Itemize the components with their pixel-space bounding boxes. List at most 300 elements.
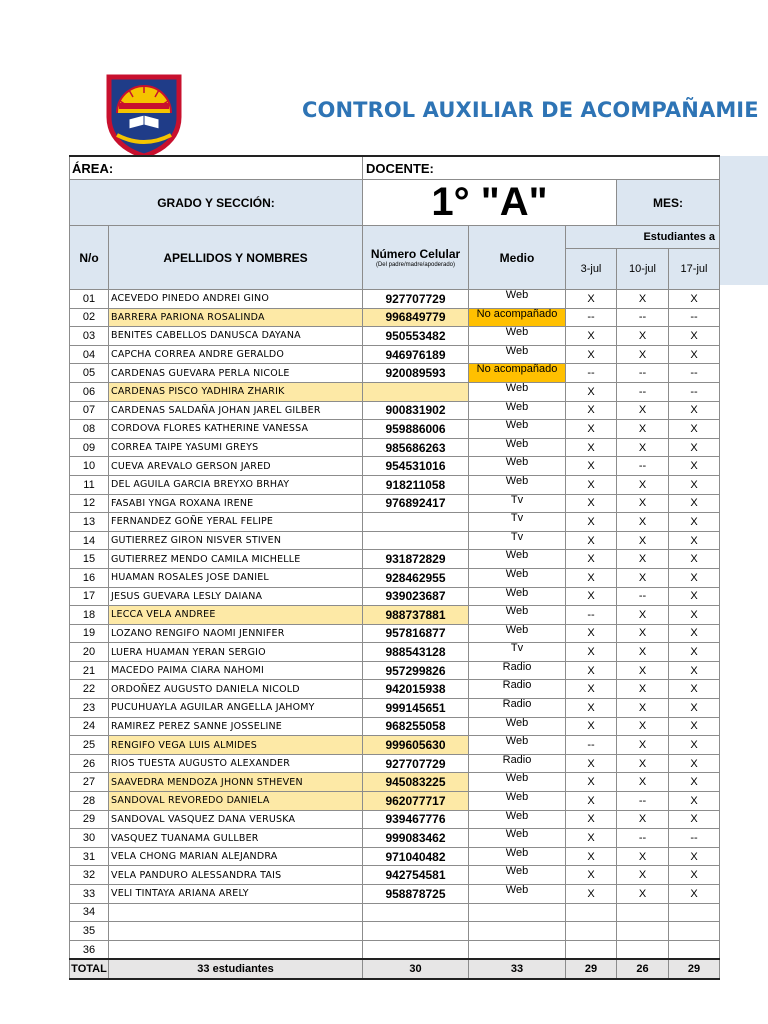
total-date-2: 26 [617,959,669,979]
row-phone: 918211058 [363,475,469,494]
row-no: 01 [70,290,109,309]
row-no: 28 [70,792,109,811]
col-date-3: 17-jul [669,249,720,290]
row-date-1: X [566,382,617,401]
row-medio [469,903,566,922]
row-date-1: X [566,420,617,439]
total-celular: 30 [363,959,469,979]
row-date-2: -- [617,364,669,383]
total-date-3: 29 [669,959,720,979]
row-name: CAPCHA CORREA ANDRE GERALDO [109,345,363,364]
table-row [70,680,720,699]
row-medio [469,922,566,941]
table-row [70,308,720,327]
row-no: 36 [70,940,109,959]
row-name: CUEVA AREVALO GERSON JARED [109,457,363,476]
row-date-2: X [617,866,669,885]
row-medio: Web [469,606,566,625]
total-estudiantes: 33 estudiantes [109,959,363,979]
row-no: 02 [70,308,109,327]
row-no: 22 [70,680,109,699]
table-row [70,699,720,718]
row-phone: 927707729 [363,754,469,773]
row-date-3: X [669,624,720,643]
row-date-1: X [566,792,617,811]
row-medio: Web [469,457,566,476]
row-no: 11 [70,475,109,494]
row-medio: Web [469,773,566,792]
row-phone: 931872829 [363,550,469,569]
table-row [70,290,720,309]
row-date-1: X [566,810,617,829]
row-medio: Web [469,345,566,364]
row-date-3 [669,940,720,959]
row-date-2 [617,940,669,959]
row-name: LOZANO RENGIFO NAOMI JENNIFER [109,624,363,643]
row-date-1: -- [566,308,617,327]
row-name: CARDENAS SALDAÑA JOHAN JAREL GILBER [109,401,363,420]
row-date-3: X [669,847,720,866]
row-no: 21 [70,661,109,680]
row-phone: 962077717 [363,792,469,811]
row-date-2: X [617,345,669,364]
row-date-3: -- [669,364,720,383]
table-row [70,364,720,383]
row-date-2: X [617,550,669,569]
row-date-3: X [669,792,720,811]
row-medio: Web [469,587,566,606]
row-phone: 976892417 [363,494,469,513]
row-name: FERNANDEZ GOÑE YERAL FELIPE [109,513,363,532]
row-name: DEL AGUILA GARCIA BREYXO BRHAY [109,475,363,494]
row-name: FASABI YNGA ROXANA IRENE [109,494,363,513]
row-no: 17 [70,587,109,606]
grado-value: 1° "A" [363,180,617,226]
row-medio: Web [469,829,566,848]
row-no: 18 [70,606,109,625]
row-phone: 959886006 [363,420,469,439]
row-name [109,922,363,941]
row-phone: 988737881 [363,606,469,625]
row-medio: Radio [469,661,566,680]
table-row [70,568,720,587]
row-date-2: X [617,494,669,513]
row-date-1: X [566,475,617,494]
row-no: 24 [70,717,109,736]
row-date-3: X [669,717,720,736]
row-date-3: X [669,401,720,420]
row-date-1: X [566,438,617,457]
row-name: ACEVEDO PINEDO ANDREI GINO [109,290,363,309]
table-row [70,773,720,792]
row-date-2: X [617,736,669,755]
row-no: 12 [70,494,109,513]
row-no: 10 [70,457,109,476]
row-medio: No acompañado [469,308,566,327]
row-date-3: X [669,587,720,606]
row-name: RIOS TUESTA AUGUSTO ALEXANDER [109,754,363,773]
row-name: CARDENAS PISCO YADHIRA ZHARIK [109,382,363,401]
row-no: 04 [70,345,109,364]
row-date-3: X [669,885,720,904]
row-date-1: -- [566,364,617,383]
row-name [109,903,363,922]
row-no: 34 [70,903,109,922]
col-estudiantes: Estudiantes a [566,226,720,249]
row-name: SAAVEDRA MENDOZA JHONN STHEVEN [109,773,363,792]
row-date-2: X [617,606,669,625]
row-date-2: X [617,885,669,904]
col-celular-note: (Del padre/madre/apoderado) [375,262,456,268]
table-row [70,810,720,829]
row-phone [363,940,469,959]
table-row [70,736,720,755]
row-phone: 928462955 [363,568,469,587]
row-medio: Web [469,847,566,866]
row-medio: Web [469,885,566,904]
row-phone: 942015938 [363,680,469,699]
row-date-2: X [617,643,669,662]
row-name: RENGIFO VEGA LUIS ALMIDES [109,736,363,755]
row-no: 32 [70,866,109,885]
row-date-2: X [617,438,669,457]
row-date-1 [566,903,617,922]
row-date-2: X [617,661,669,680]
page-title: CONTROL AUXILIAR DE ACOMPAÑAMIE [302,98,759,122]
row-medio: Web [469,866,566,885]
table-row [70,457,720,476]
row-no: 05 [70,364,109,383]
row-medio: Web [469,420,566,439]
row-date-2: X [617,717,669,736]
row-date-3: X [669,773,720,792]
row-phone [363,382,469,401]
row-date-2: X [617,754,669,773]
side-panel [718,156,768,285]
row-date-2: X [617,810,669,829]
row-date-2: X [617,699,669,718]
row-medio: Web [469,290,566,309]
row-date-1: X [566,699,617,718]
row-date-3: X [669,438,720,457]
row-medio: Web [469,550,566,569]
row-medio: Web [469,475,566,494]
row-name: PUCUHUAYLA AGUILAR ANGELLA JAHOMY [109,699,363,718]
row-date-2: X [617,475,669,494]
row-no: 09 [70,438,109,457]
row-phone: 945083225 [363,773,469,792]
row-phone: 985686263 [363,438,469,457]
row-phone: 968255058 [363,717,469,736]
row-date-2: X [617,624,669,643]
row-name: VASQUEZ TUANAMA GULLBER [109,829,363,848]
row-date-2: -- [617,308,669,327]
row-date-3: X [669,345,720,364]
student-rows [70,290,720,960]
row-name: RAMIREZ PEREZ SANNE JOSSELINE [109,717,363,736]
row-no: 29 [70,810,109,829]
row-medio: Web [469,736,566,755]
col-date-1: 3-jul [566,249,617,290]
row-phone: 939467776 [363,810,469,829]
row-date-1: X [566,531,617,550]
table-row [70,866,720,885]
row-date-1: X [566,773,617,792]
row-no: 15 [70,550,109,569]
table-row [70,494,720,513]
row-date-3: -- [669,382,720,401]
row-no: 14 [70,531,109,550]
row-medio: Web [469,717,566,736]
row-no: 25 [70,736,109,755]
row-medio: Web [469,401,566,420]
row-phone: 958878725 [363,885,469,904]
row-medio: Web [469,568,566,587]
row-date-3: X [669,513,720,532]
total-date-1: 29 [566,959,617,979]
row-medio: Web [469,327,566,346]
row-date-1: X [566,290,617,309]
row-no: 06 [70,382,109,401]
row-medio: Tv [469,643,566,662]
area-label: ÁREA: [70,156,363,180]
col-celular [363,226,469,290]
row-medio: Web [469,810,566,829]
row-no: 27 [70,773,109,792]
row-date-2: X [617,290,669,309]
row-date-2: -- [617,829,669,848]
row-no: 35 [70,922,109,941]
row-date-1: X [566,457,617,476]
row-date-3: X [669,420,720,439]
table-row [70,327,720,346]
row-no: 16 [70,568,109,587]
row-name: GUTIERREZ MENDO CAMILA MICHELLE [109,550,363,569]
row-date-2: -- [617,792,669,811]
row-date-1: X [566,401,617,420]
row-date-1: X [566,680,617,699]
row-date-2: X [617,327,669,346]
row-medio: Radio [469,680,566,699]
row-phone: 996849779 [363,308,469,327]
row-name: LECCA VELA ANDREE [109,606,363,625]
row-date-3: X [669,550,720,569]
table-row [70,513,720,532]
row-date-3: -- [669,308,720,327]
row-phone: 999145651 [363,699,469,718]
total-label: TOTAL [70,959,109,979]
school-crest-logo [103,73,185,157]
row-date-2: X [617,401,669,420]
table-row [70,624,720,643]
row-date-3: X [669,494,720,513]
row-date-1: X [566,587,617,606]
row-date-2: X [617,420,669,439]
table-row [70,475,720,494]
row-date-3: X [669,699,720,718]
row-name: GUTIERREZ GIRON NISVER STIVEN [109,531,363,550]
table-row [70,661,720,680]
row-phone: 999083462 [363,829,469,848]
row-date-2: X [617,680,669,699]
table-row [70,550,720,569]
row-medio: No acompañado [469,364,566,383]
row-date-3: X [669,475,720,494]
row-date-2: X [617,847,669,866]
row-date-1: X [566,847,617,866]
row-date-3: X [669,810,720,829]
row-date-3: X [669,754,720,773]
table-row [70,382,720,401]
row-date-3: X [669,680,720,699]
row-medio: Tv [469,513,566,532]
row-name: BENITES CABELLOS DANUSCA DAYANA [109,327,363,346]
row-no: 26 [70,754,109,773]
row-date-3: X [669,568,720,587]
col-celular-label: Número Celular [370,247,461,261]
row-date-2 [617,903,669,922]
row-phone: 957299826 [363,661,469,680]
row-phone: 950553482 [363,327,469,346]
row-date-1: X [566,885,617,904]
row-phone [363,922,469,941]
row-name: ORDOÑEZ AUGUSTO DANIELA NICOLD [109,680,363,699]
row-date-1: X [566,624,617,643]
row-name: HUAMAN ROSALES JOSE DANIEL [109,568,363,587]
row-phone [363,903,469,922]
row-date-1 [566,922,617,941]
row-phone: 920089593 [363,364,469,383]
row-date-1: X [566,866,617,885]
row-phone: 988543128 [363,643,469,662]
row-phone [363,513,469,532]
row-date-2: X [617,531,669,550]
table-row [70,885,720,904]
row-no: 33 [70,885,109,904]
row-medio: Tv [469,494,566,513]
row-name: VELA CHONG MARIAN ALEJANDRA [109,847,363,866]
table-row [70,345,720,364]
table-row [70,531,720,550]
row-phone: 946976189 [363,345,469,364]
row-date-2: X [617,568,669,587]
row-date-3: X [669,866,720,885]
table-row [70,643,720,662]
col-nombres: APELLIDOS Y NOMBRES [109,226,363,290]
row-medio: Web [469,438,566,457]
row-phone: 957816877 [363,624,469,643]
row-no: 03 [70,327,109,346]
row-date-3: X [669,531,720,550]
row-date-3: X [669,290,720,309]
row-date-1: X [566,513,617,532]
row-date-3: X [669,661,720,680]
row-date-3: X [669,457,720,476]
table-row [70,606,720,625]
table-row [70,829,720,848]
row-date-1: X [566,754,617,773]
row-no: 20 [70,643,109,662]
table-row [70,420,720,439]
row-date-1: X [566,568,617,587]
table-row [70,717,720,736]
row-medio: Radio [469,754,566,773]
row-medio: Web [469,792,566,811]
row-date-2: -- [617,587,669,606]
table-row [70,754,720,773]
mes-label: MES: [617,180,720,226]
row-medio: Web [469,382,566,401]
row-no: 08 [70,420,109,439]
row-date-1: X [566,829,617,848]
col-date-2: 10-jul [617,249,669,290]
total-medio: 33 [469,959,566,979]
row-name: BARRERA PARIONA ROSALINDA [109,308,363,327]
row-date-3: X [669,643,720,662]
table-row [70,401,720,420]
row-date-1 [566,940,617,959]
row-medio: Web [469,624,566,643]
row-no: 13 [70,513,109,532]
row-phone: 999605630 [363,736,469,755]
row-date-2 [617,922,669,941]
row-name: VELA PANDURO ALESSANDRA TAIS [109,866,363,885]
row-name: SANDOVAL REVOREDO DANIELA [109,792,363,811]
row-medio: Radio [469,699,566,718]
row-date-1: X [566,345,617,364]
row-name: JESUS GUEVARA LESLY DAIANA [109,587,363,606]
row-phone: 971040482 [363,847,469,866]
row-date-3 [669,922,720,941]
row-no: 30 [70,829,109,848]
row-name: CARDENAS GUEVARA PERLA NICOLE [109,364,363,383]
row-date-3: X [669,736,720,755]
grado-label: GRADO Y SECCIÓN: [70,180,363,226]
row-date-3 [669,903,720,922]
table-row [70,903,720,922]
table-row [70,587,720,606]
row-date-2: X [617,513,669,532]
row-medio [469,940,566,959]
row-date-1: X [566,327,617,346]
table-row [70,438,720,457]
row-date-3: X [669,606,720,625]
row-date-1: X [566,717,617,736]
row-date-2: X [617,773,669,792]
row-phone: 900831902 [363,401,469,420]
row-date-3: X [669,327,720,346]
col-medio: Medio [469,226,566,290]
attendance-table [69,155,720,980]
row-no: 07 [70,401,109,420]
row-phone: 954531016 [363,457,469,476]
docente-label: DOCENTE: [363,156,720,180]
row-date-1: X [566,661,617,680]
table-row [70,792,720,811]
row-date-1: X [566,643,617,662]
row-date-1: -- [566,606,617,625]
row-name: MACEDO PAIMA CIARA NAHOMI [109,661,363,680]
col-no: N/o [70,226,109,290]
row-name [109,940,363,959]
row-date-1: X [566,494,617,513]
row-date-3: -- [669,829,720,848]
row-phone [363,531,469,550]
row-date-2: -- [617,457,669,476]
table-row [70,940,720,959]
row-date-2: -- [617,382,669,401]
row-no: 19 [70,624,109,643]
